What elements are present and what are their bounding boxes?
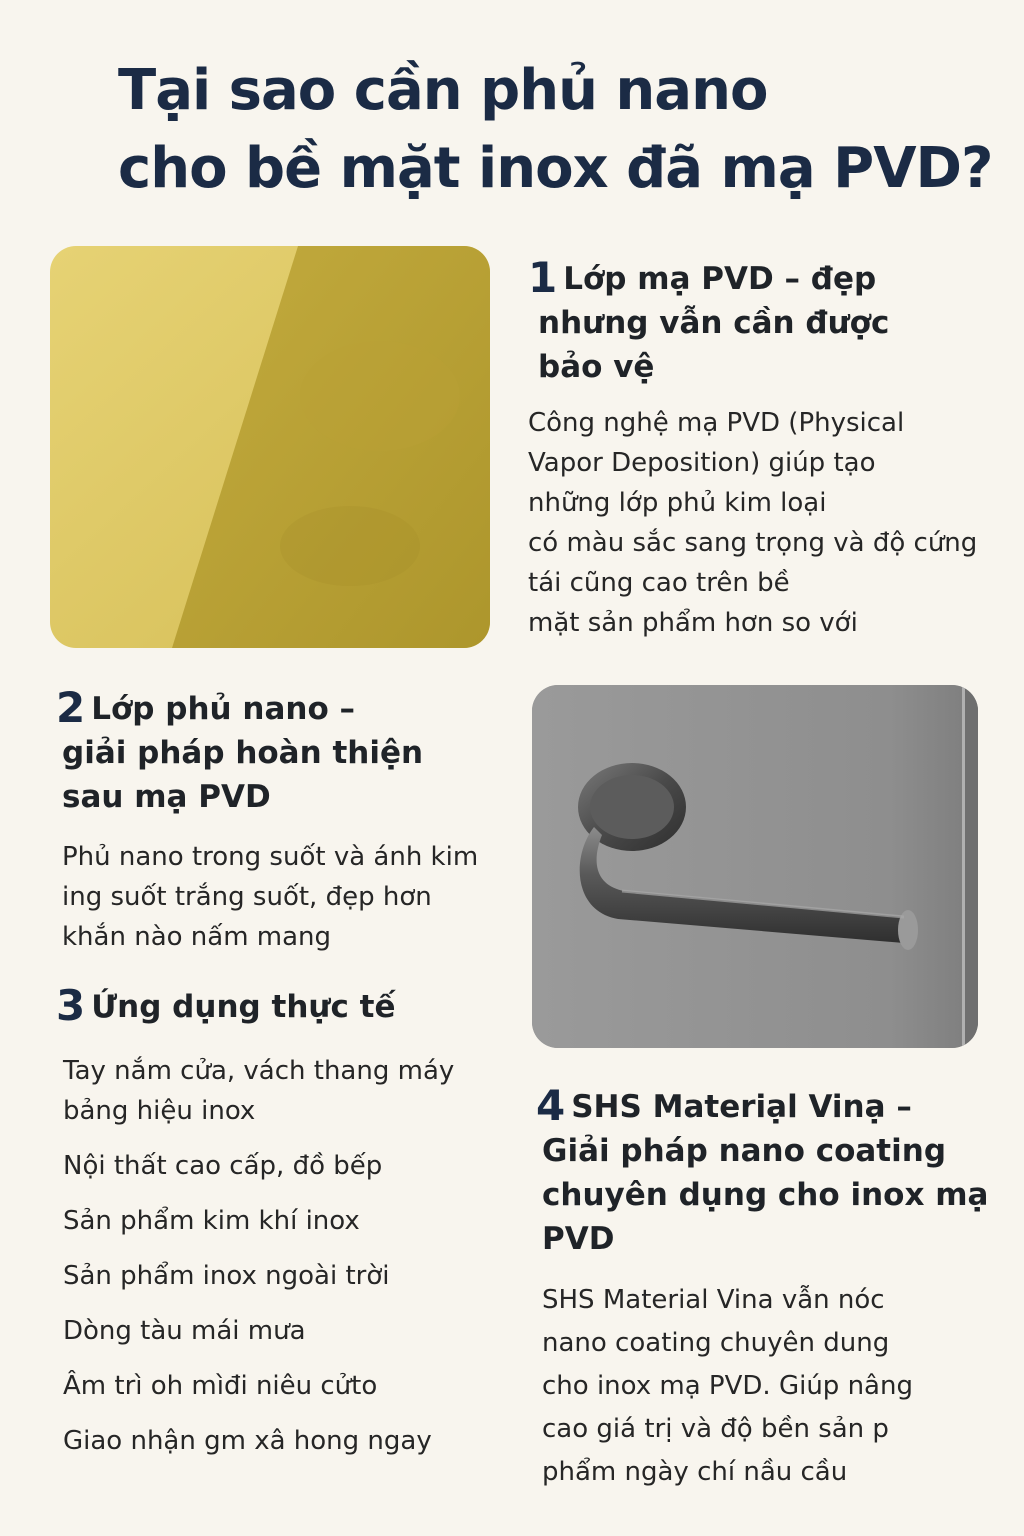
item-line: Tay nắm cửa, vách thang máy (63, 1056, 455, 1086)
item-line: Sản phẩm kim khí inox (63, 1206, 360, 1236)
page-title-line-1: Tại sao cần phủ nano (118, 58, 768, 123)
body-line: Vapor Deposition) giúp tạo (528, 448, 876, 478)
list-item (63, 1366, 506, 1406)
item-line: bảng hiệu inox (63, 1096, 256, 1126)
body-line: tái cũng cao trên bề (528, 568, 790, 598)
section-nano-coating (56, 683, 506, 957)
heading-line: bảo vệ (538, 349, 655, 385)
body-line: ing suốt trắng suốt, đẹp hơn (62, 882, 432, 912)
section-number: 3 (56, 981, 86, 1030)
item-line: Âm trì oh mìđi niêu cửto (63, 1371, 378, 1401)
body-line: mặt sản phẩm hơn so với (528, 608, 858, 638)
body-line: có màu sắc sang trọng và độ cứng (528, 528, 978, 558)
body-line: Công nghệ mạ PVD (Physical (528, 408, 905, 438)
heading-line: Lớp mạ PVD – đẹp (563, 261, 877, 297)
list-item (63, 1311, 506, 1351)
heading-line: PVD (542, 1221, 615, 1257)
heading-line: nhưng vẫn cần được (538, 305, 890, 341)
item-line: Giao nhận gm xâ hong ngay (63, 1426, 432, 1456)
body-line: Phủ nano trong suốt và ánh kim (62, 842, 479, 872)
list-item (63, 1421, 506, 1461)
list-item (63, 1256, 506, 1296)
heading-line: Lớp phủ nano – (91, 691, 356, 727)
section-heading (56, 683, 506, 819)
section-body (56, 837, 506, 957)
heading-line: Giải pháp nano coating (542, 1133, 947, 1169)
section-number: 1 (528, 253, 558, 302)
door-handle-graphic (532, 685, 978, 1048)
section-applications (56, 981, 506, 1476)
list-item (63, 1146, 506, 1186)
section-number: 2 (56, 683, 86, 732)
section-heading (536, 1081, 996, 1261)
section-body (528, 403, 998, 643)
section-heading (528, 253, 998, 389)
heading-line: sau mạ PVD (62, 779, 271, 815)
section-body (536, 1279, 996, 1494)
body-line: cao giá trị và độ bền sản p (542, 1414, 889, 1444)
heading-line: SHS Materiạl Vinạ – (571, 1089, 912, 1125)
gold-surface-graphic (50, 246, 490, 648)
body-line: phẩm ngày chí nầu cầu (542, 1457, 848, 1487)
section-pvd-coating (528, 253, 998, 643)
door-handle-image (532, 685, 978, 1048)
page-title-line-2: cho bề mặt inox đã mạ PVD? (118, 136, 993, 201)
gold-pvd-surface-image (50, 246, 490, 648)
item-line: Nội thất cao cấp, đồ bếp (63, 1151, 383, 1181)
section-shs-material-vina (536, 1081, 996, 1494)
list-item (63, 1201, 506, 1241)
body-line: những lớp phủ kim loại (528, 488, 827, 518)
heading-line: chuyên dụng cho inox mạ (542, 1177, 989, 1213)
heading-line: giải pháp hoàn thiện (62, 735, 424, 771)
list-item (63, 1051, 506, 1131)
body-line: khắn nào nấm mang (62, 922, 332, 952)
section-number: 4 (536, 1081, 566, 1130)
item-line: Sản phẩm inox ngoài trời (63, 1261, 390, 1291)
page-title (118, 52, 998, 208)
body-line: SHS Material Vina vẫn nóc (542, 1285, 885, 1315)
body-line: cho inox mạ PVD. Giúp nâng (542, 1371, 913, 1401)
item-line: Dòng tàu mái mưa (63, 1316, 306, 1346)
body-line: nano coating chuyên dung (542, 1328, 890, 1358)
applications-list (56, 1051, 506, 1461)
heading-line: Ứng dụng thực tế (91, 989, 396, 1025)
section-heading (56, 981, 506, 1030)
